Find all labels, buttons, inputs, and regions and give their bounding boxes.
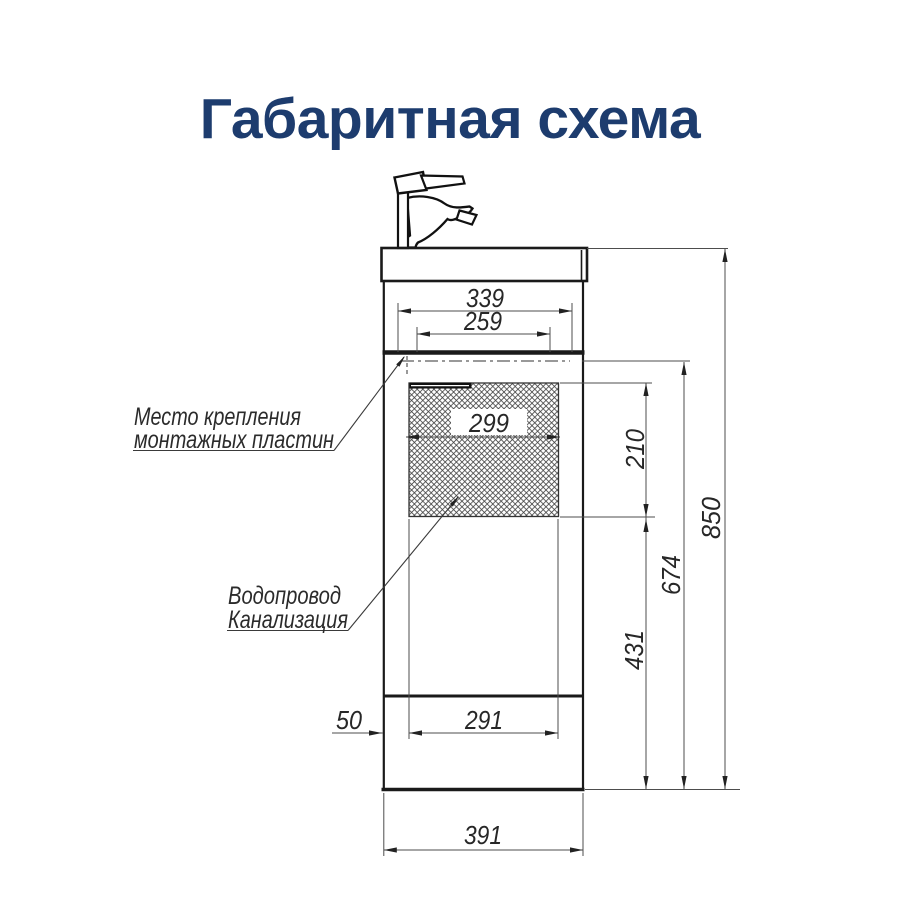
mounting-label-line1: Место крепления	[134, 403, 301, 431]
dim-hatch-width: 299	[468, 408, 509, 438]
dim-basin-width: 339	[466, 283, 504, 313]
dim-total-height: 850	[696, 495, 726, 539]
dim-bottom-inner-width: 291	[464, 705, 503, 735]
hatch-area	[409, 383, 559, 517]
page-title: Габаритная схема	[199, 87, 701, 151]
dim-basin-inner-width: 259	[463, 306, 502, 336]
plumbing-label-line1: Водопровод	[228, 582, 342, 610]
mounting-label-line2: монтажных пластин	[134, 426, 335, 454]
dim-hatch-height: 210	[620, 425, 650, 469]
plumbing-label-line2: Канализация	[228, 606, 348, 634]
dimension-lines	[332, 249, 728, 853]
dim-side-offset: 50	[336, 705, 363, 735]
dim-cabinet-top-height: 674	[656, 551, 686, 595]
faucet-icon	[395, 172, 477, 248]
centerline	[401, 356, 570, 374]
extension-lines	[384, 249, 740, 857]
dim-under-hatch-height: 431	[619, 626, 649, 670]
dim-base-width: 391	[464, 820, 502, 850]
